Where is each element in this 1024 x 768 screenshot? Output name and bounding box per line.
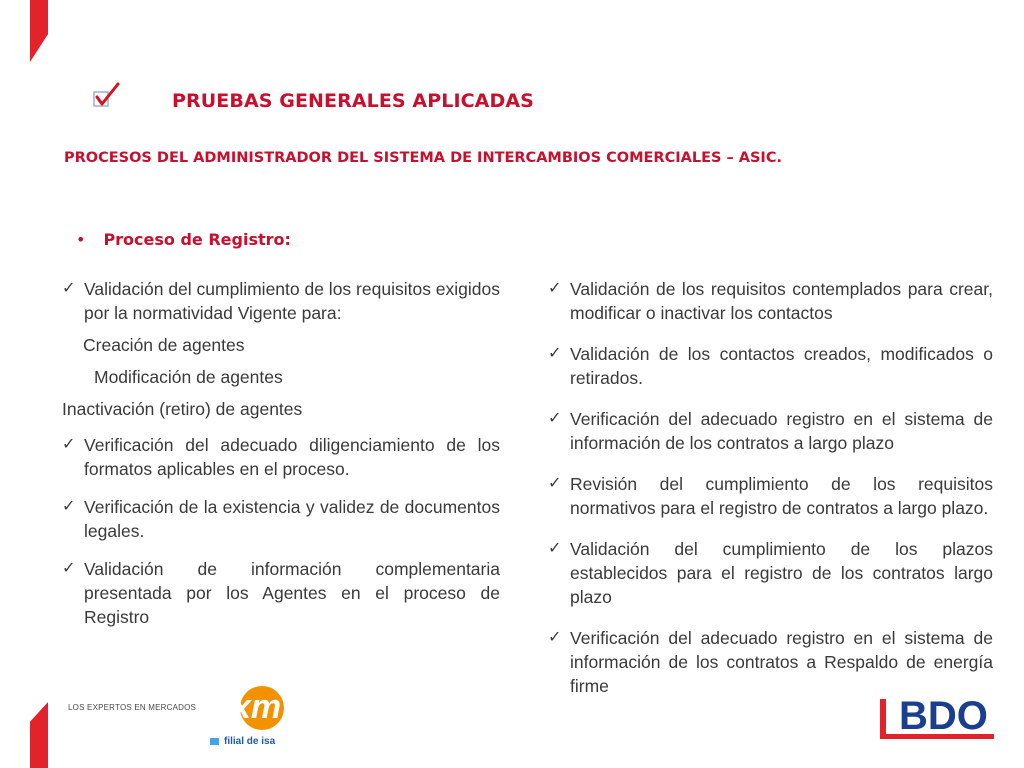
svg-text:xm: xm bbox=[232, 688, 282, 726]
list-item: ✓ Validación del cumplimiento de los requisitos exigidos por la normatividad Vigente para: bbox=[62, 279, 501, 323]
accent-bar-top bbox=[30, 0, 48, 62]
checkmark-icon: ✓ bbox=[548, 475, 562, 492]
list-item: ✓ Verificación del adecuado registro en el sistema de información de los contratos a Respaldo de energía firme bbox=[548, 628, 993, 696]
bdo-wordmark: BDO bbox=[899, 694, 988, 738]
checkmark-icon: ✓ bbox=[62, 560, 76, 577]
section-heading bbox=[76, 230, 291, 249]
list-item: ✓ Verificación de la existencia y validez de documentos legales. bbox=[62, 497, 500, 541]
list-item: ✓ Validación del cumplimiento de los plazos establecidos para el registro de los contratos largo plazo bbox=[548, 539, 993, 607]
list-item: ✓ Revisión del cumplimiento de los requisitos normativos para el registro de contratos a largo plazo. bbox=[548, 474, 993, 518]
page-title: PRUEBAS GENERALES APLICADAS bbox=[172, 90, 534, 112]
xm-filial: filial de isa bbox=[210, 736, 275, 747]
bullet-dot: • bbox=[76, 230, 86, 249]
checkmark-icon: ✓ bbox=[548, 410, 562, 427]
checkmark-icon: ✓ bbox=[62, 436, 76, 453]
accent-bar-bottom bbox=[30, 702, 48, 768]
checkmark-icon: ✓ bbox=[548, 540, 562, 557]
checkmark-icon: ✓ bbox=[548, 629, 562, 646]
isa-square-icon bbox=[210, 738, 219, 745]
list-item: ✓ Validación de los contactos creados, modificados o retirados. bbox=[548, 344, 993, 388]
page-subtitle: PROCESOS DEL ADMINISTRADOR DEL SISTEMA DE INTERCAMBIOS COMERCIALES – ASIC. bbox=[64, 150, 782, 166]
right-column bbox=[548, 277, 993, 708]
checkmark-icon: ✓ bbox=[548, 345, 562, 362]
list-subitem: Inactivación (retiro) de agentes bbox=[62, 399, 303, 419]
checkmark-icon: ✓ bbox=[548, 280, 562, 297]
list-subitem: Creación de agentes bbox=[83, 335, 245, 355]
checkmark-icon: ✓ bbox=[62, 498, 76, 515]
list-item: ✓ Validación de información complementaria presentada por los Agentes en el proceso de Registro bbox=[62, 559, 500, 627]
list-item: ✓ Verificación del adecuado diligenciamiento de los formatos aplicables en el proceso. bbox=[62, 435, 500, 479]
checkmark-icon: ✓ bbox=[62, 280, 76, 297]
left-column bbox=[62, 277, 500, 639]
list-item: ✓ Validación de los requisitos contemplados para crear, modificar o inactivar los contactos bbox=[548, 279, 993, 323]
section-heading-label: Proceso de Registro: bbox=[103, 230, 291, 249]
list-item: ✓ Verificación del adecuado registro en el sistema de información de los contratos a largo plazo bbox=[548, 409, 993, 453]
xm-tagline: LOS EXPERTOS EN MERCADOS bbox=[68, 703, 197, 712]
checkbox-check-icon bbox=[92, 82, 122, 110]
list-subitem: Modificación de agentes bbox=[94, 367, 283, 387]
